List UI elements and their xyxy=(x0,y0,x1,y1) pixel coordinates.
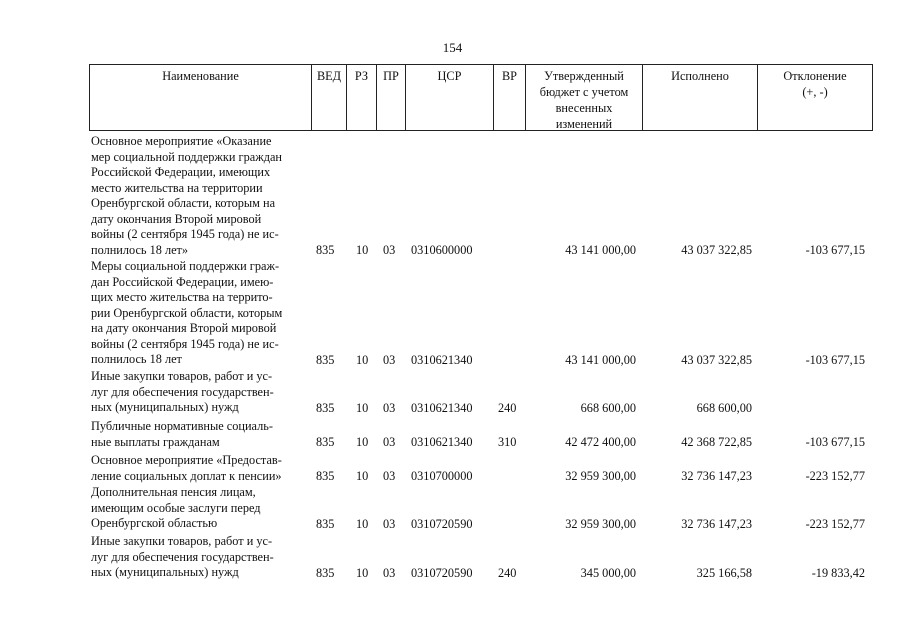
cell-deviation: -19 833,42 xyxy=(811,566,865,580)
cell-ved: 835 xyxy=(316,243,335,257)
cell-ved: 835 xyxy=(316,517,335,531)
cell-pr: 03 xyxy=(383,401,396,415)
cell-rz: 10 xyxy=(356,243,369,257)
cell-csr: 0310621340 xyxy=(411,401,473,415)
row-name: Основное мероприятие «Оказание мер социальной поддержки граждан Российской Федерации, имеющих место жительства на территории Оренбургской области, которым на дату окончания Второй мировой войны (2 сентября 1945 года) не ис- полнилось 18 лет» xyxy=(91,134,282,257)
cell-budget: 32 959 300,00 xyxy=(565,517,636,531)
cell-csr: 0310720590 xyxy=(411,517,473,531)
cell-deviation: -103 677,15 xyxy=(805,243,865,257)
header-executed: Исполнено xyxy=(671,69,729,83)
cell-vr: 240 xyxy=(498,401,517,415)
cell-csr: 0310621340 xyxy=(411,353,473,367)
cell-rz: 10 xyxy=(356,401,369,415)
cell-deviation: -223 152,77 xyxy=(805,517,865,531)
cell-executed: 42 368 722,85 xyxy=(681,435,752,449)
cell-csr: 0310700000 xyxy=(411,469,473,483)
header-ved: ВЕД xyxy=(316,69,342,83)
cell-rz: 10 xyxy=(356,517,369,531)
row-name: Меры социальной поддержки граж- дан Российской Федерации, имею- щих место жительства на террито- рии Оренбургской области, которым на дату окончания Второй мировой войны (2 сентября 1945 года) не ис- полнилось 18 лет xyxy=(91,259,283,366)
header-budget xyxy=(526,68,642,132)
cell-csr: 0310600000 xyxy=(411,243,473,257)
cell-pr: 03 xyxy=(383,469,396,483)
cell-ved: 835 xyxy=(316,566,335,580)
cell-rz: 10 xyxy=(356,353,369,367)
cell-vr: 240 xyxy=(498,566,517,580)
header-deviation-line: Отклонение xyxy=(783,69,847,83)
cell-ved: 835 xyxy=(316,401,335,415)
cell-pr: 03 xyxy=(383,517,396,531)
cell-budget: 42 472 400,00 xyxy=(565,435,636,449)
cell-executed: 32 736 147,23 xyxy=(681,469,752,483)
row-name: Основное мероприятие «Предостав- ление социальных доплат к пенсии» xyxy=(91,453,282,483)
header-budget-line: бюджет с учетом xyxy=(539,85,629,99)
header-divider xyxy=(872,64,873,131)
row-name: Иные закупки товаров, работ и ус- луг для обеспечения государствен- ных (муниципальных) нужд xyxy=(91,369,274,414)
header-csr: ЦСР xyxy=(437,69,462,83)
header-deviation-line: (+, -) xyxy=(802,85,828,99)
header-budget-line: изменений xyxy=(555,117,613,131)
header-rz: РЗ xyxy=(354,69,369,83)
cell-rz: 10 xyxy=(356,435,369,449)
header-deviation xyxy=(758,68,872,100)
cell-deviation: -223 152,77 xyxy=(805,469,865,483)
header-budget-line: внесенных xyxy=(555,101,613,115)
cell-pr: 03 xyxy=(383,566,396,580)
cell-budget: 43 141 000,00 xyxy=(565,243,636,257)
row-name: Дополнительная пенсия лицам, имеющим особые заслуги перед Оренбургской областью xyxy=(91,485,261,530)
row-name: Иные закупки товаров, работ и ус- луг для обеспечения государствен- ных (муниципальных) нужд xyxy=(91,534,274,579)
cell-csr: 0310720590 xyxy=(411,566,473,580)
cell-executed: 32 736 147,23 xyxy=(681,517,752,531)
header-name: Наименование xyxy=(162,69,239,83)
cell-executed: 43 037 322,85 xyxy=(681,353,752,367)
cell-ved: 835 xyxy=(316,353,335,367)
cell-pr: 03 xyxy=(383,435,396,449)
cell-budget: 345 000,00 xyxy=(580,566,636,580)
cell-executed: 325 166,58 xyxy=(696,566,752,580)
cell-pr: 03 xyxy=(383,353,396,367)
cell-pr: 03 xyxy=(383,243,396,257)
header-bottom-border xyxy=(89,130,873,131)
cell-ved: 835 xyxy=(316,435,335,449)
header-vr: ВР xyxy=(501,69,518,83)
cell-executed: 43 037 322,85 xyxy=(681,243,752,257)
cell-budget: 43 141 000,00 xyxy=(565,353,636,367)
cell-ved: 835 xyxy=(316,469,335,483)
header-pr: ПР xyxy=(383,69,399,83)
header-top-border xyxy=(89,64,873,65)
cell-executed: 668 600,00 xyxy=(696,401,752,415)
cell-csr: 0310621340 xyxy=(411,435,473,449)
cell-deviation: -103 677,15 xyxy=(805,353,865,367)
cell-vr: 310 xyxy=(498,435,517,449)
cell-budget: 668 600,00 xyxy=(580,401,636,415)
cell-rz: 10 xyxy=(356,566,369,580)
table-header xyxy=(89,64,873,131)
header-budget-line: Утвержденный xyxy=(544,69,624,83)
cell-rz: 10 xyxy=(356,469,369,483)
row-name: Публичные нормативные социаль- ные выплаты гражданам xyxy=(91,419,273,449)
page-number: 154 xyxy=(442,40,463,55)
cell-budget: 32 959 300,00 xyxy=(565,469,636,483)
cell-deviation: -103 677,15 xyxy=(805,435,865,449)
